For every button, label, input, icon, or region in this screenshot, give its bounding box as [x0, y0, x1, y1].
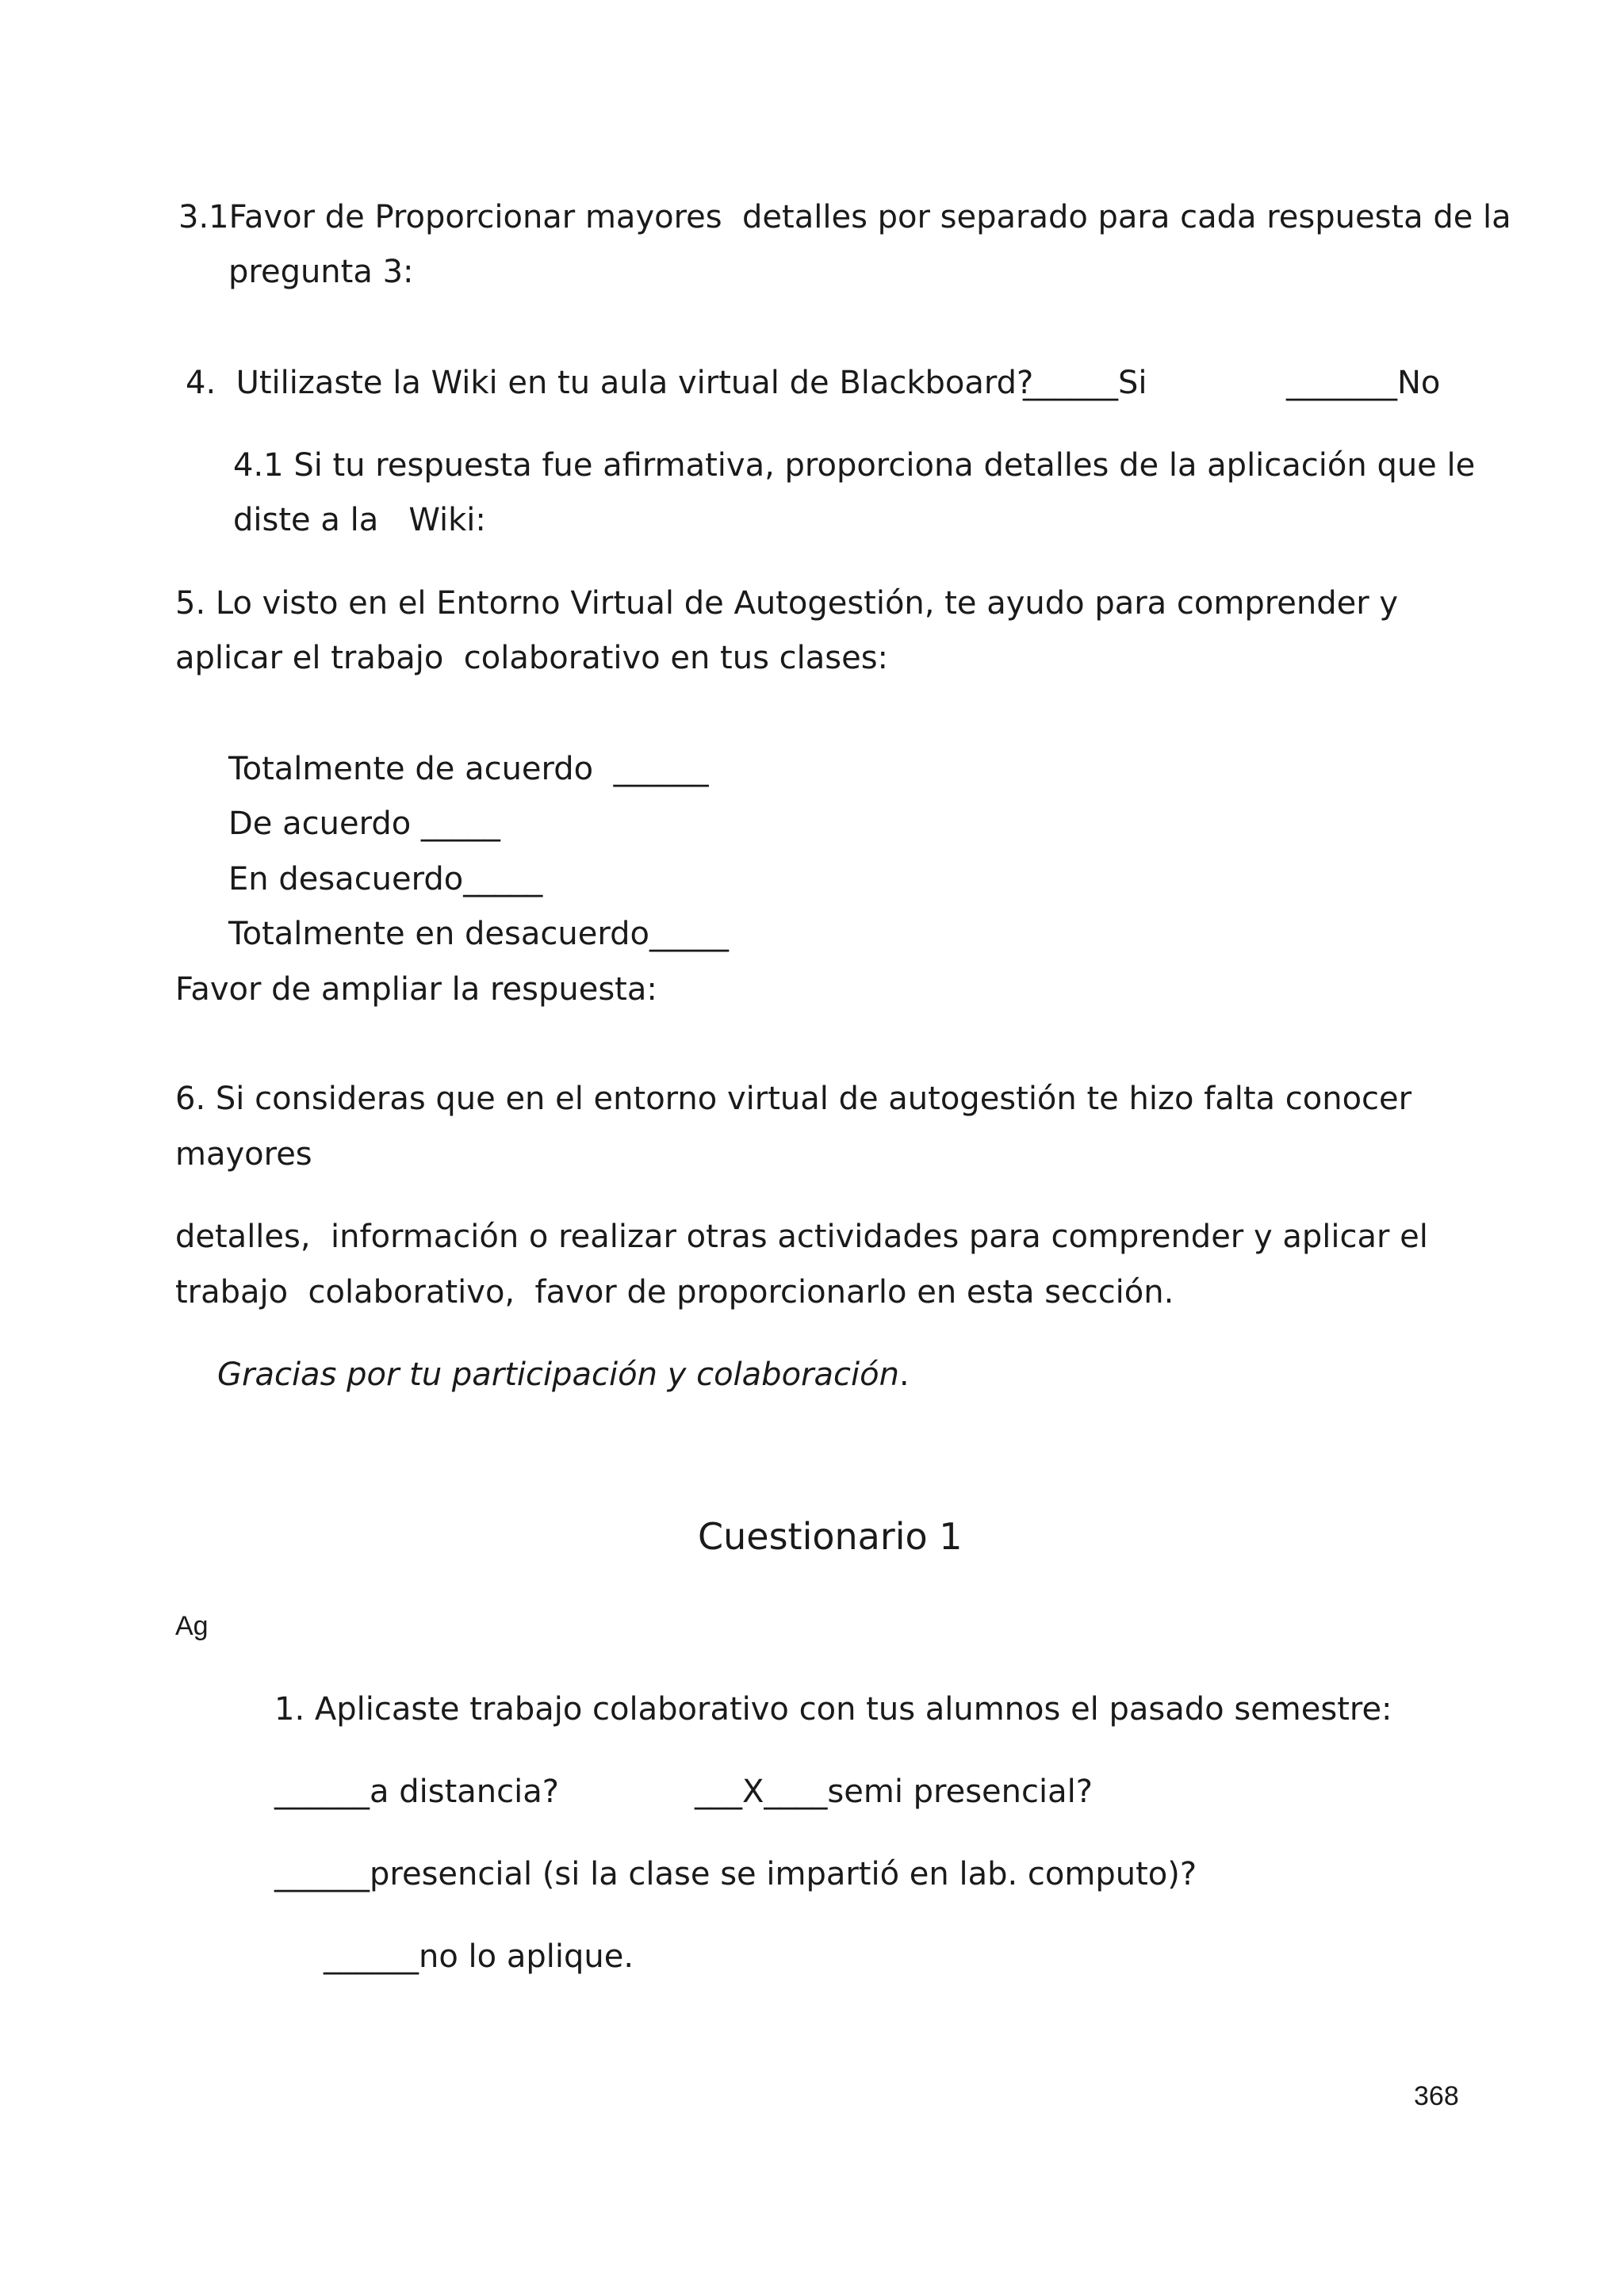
question-5-option-agree: De acuerdo _____	[228, 806, 500, 842]
question-4-text: 4. Utilizaste la Wiki en tu aula virtual de Blackboard?	[186, 365, 1034, 401]
page-number: 368	[1414, 2081, 1459, 2111]
question-5-line-1: 5. Lo visto en el Entorno Virtual de Autogestión, te ayudo para comprender y	[175, 585, 1399, 622]
question-6-line-4: trabajo colaborativo, favor de proporcionarlo en esta sección.	[175, 1274, 1174, 1311]
questionnaire-1-option-none: ______no lo aplique.	[324, 1938, 634, 1975]
question-4-1-line-2: diste a la Wiki:	[233, 502, 486, 538]
question-3-1-line-2: pregunta 3:	[228, 254, 414, 290]
questionnaire-1-question-1: 1. Aplicaste trabajo colaborativo con tus alumnos el pasado semestre:	[274, 1691, 1392, 1728]
questionnaire-1-option-semi: ___X____semi presencial?	[695, 1774, 1093, 1810]
question-5-option-disagree: En desacuerdo_____	[228, 861, 543, 897]
question-6-line-1: 6. Si consideras que en el entorno virtual de autogestión te hizo falta conocer	[175, 1081, 1412, 1117]
question-5-expand-prompt: Favor de ampliar la respuesta:	[175, 971, 657, 1008]
question-4-option-yes: ______Si	[1023, 365, 1147, 401]
respondent-initials: Ag	[175, 1611, 209, 1641]
questionnaire-1-option-distance: ______a distancia?	[274, 1774, 559, 1810]
thanks-message-period: .	[898, 1357, 910, 1393]
question-4-option-no: _______No	[1286, 365, 1441, 401]
question-5-line-2: aplicar el trabajo colaborativo en tus clases:	[175, 640, 889, 676]
question-6-line-2: mayores	[175, 1136, 312, 1173]
question-5-option-totally-agree: Totalmente de acuerdo ______	[228, 751, 709, 787]
question-4-1-line-1: 4.1 Si tu respuesta fue afirmativa, proporciona detalles de la aplicación que le	[233, 447, 1476, 484]
thanks-message-italic: Gracias por tu participación y colaboración	[217, 1357, 899, 1393]
thanks-message	[217, 1356, 910, 1394]
question-5-option-totally-disagree: Totalmente en desacuerdo_____	[228, 916, 729, 952]
questionnaire-title: Cuestionario 1	[698, 1515, 963, 1558]
questionnaire-1-option-presencial: ______presencial (si la clase se impartió en lab. computo)?	[274, 1856, 1197, 1892]
question-3-1-line-1: 3.1Favor de Proporcionar mayores detalles por separado para cada respuesta de la	[178, 199, 1511, 235]
question-6-line-3: detalles, información o realizar otras actividades para comprender y aplicar el	[175, 1219, 1428, 1255]
